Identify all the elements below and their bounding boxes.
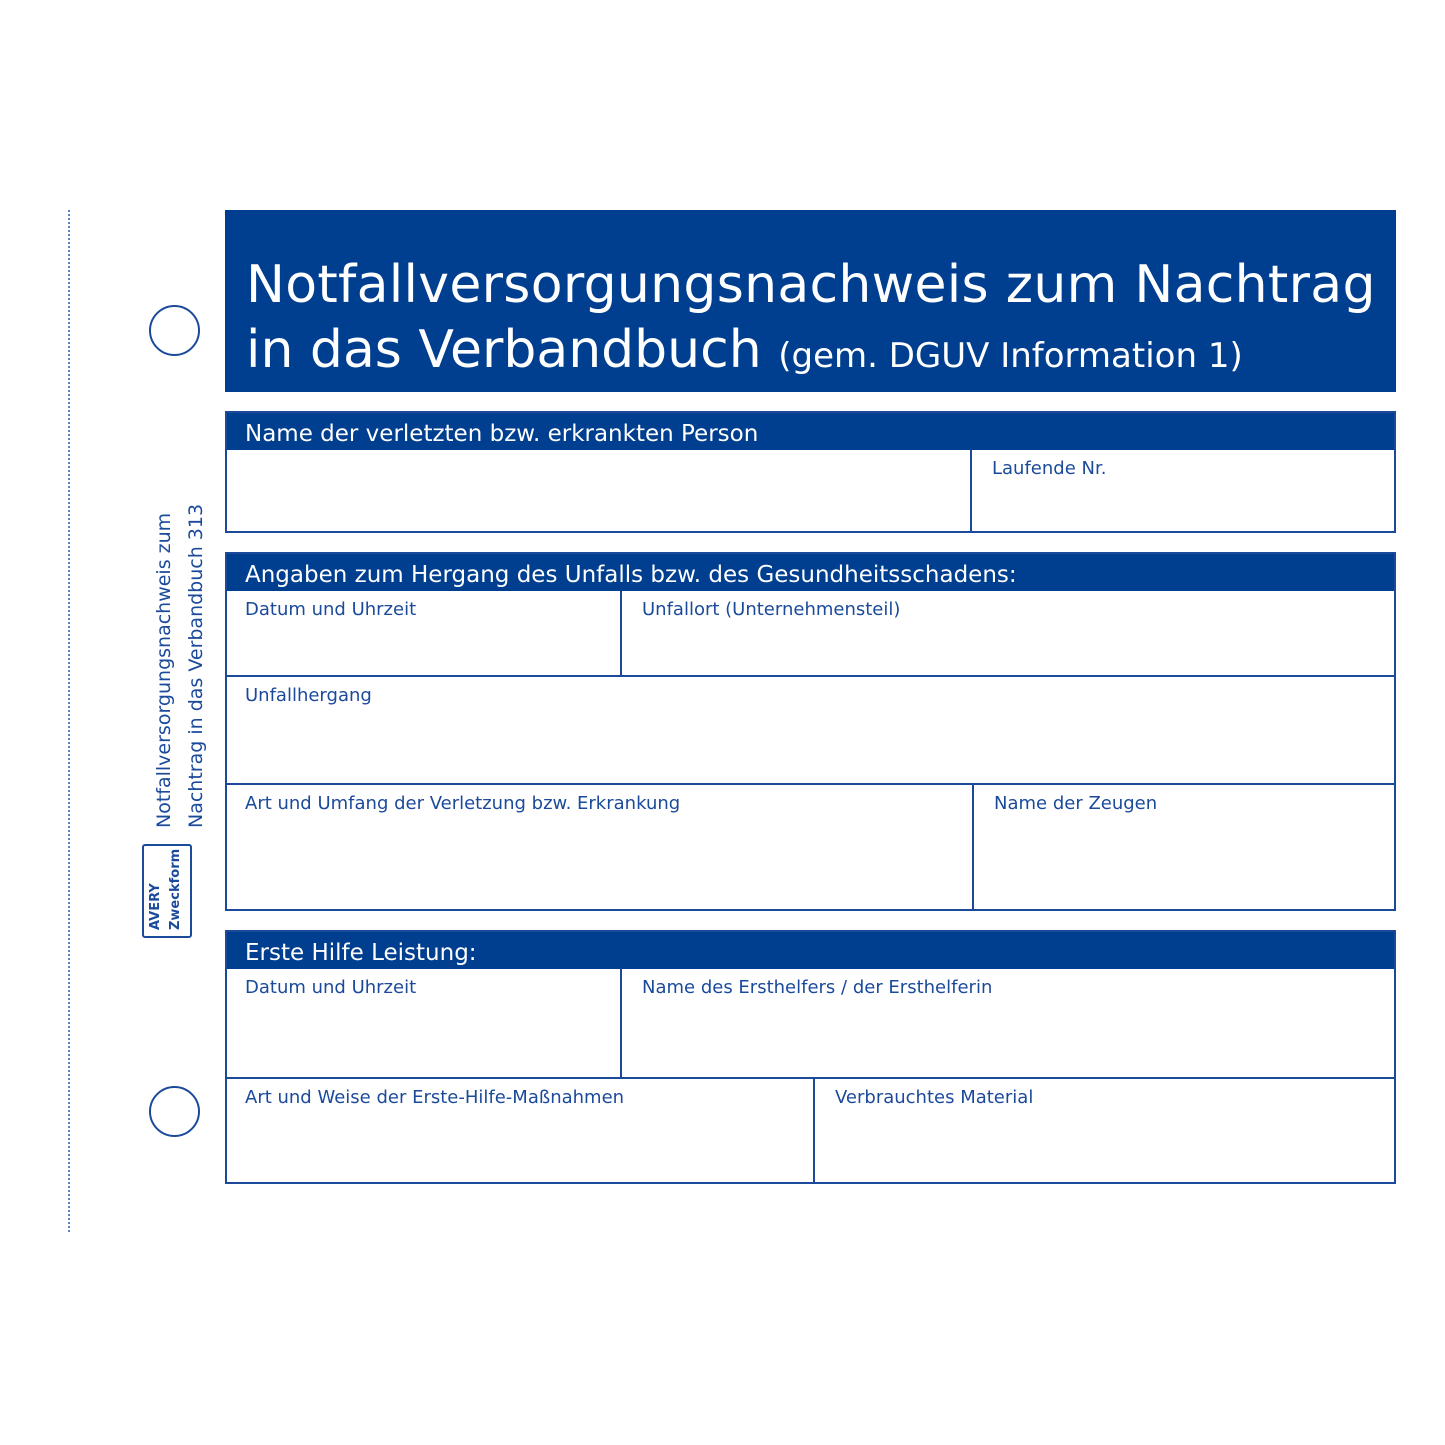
material-used-field[interactable]	[813, 1079, 1394, 1182]
accident-row-3	[227, 783, 1394, 909]
accident-datetime-label: Datum und Uhrzeit	[245, 599, 417, 620]
punch-hole-bottom	[149, 1086, 200, 1137]
form-title-main: in das Verbandbuch	[246, 320, 762, 380]
injury-label: Art und Umfang der Verletzung bzw. Erkrankung	[245, 793, 681, 814]
form-title-line2	[246, 318, 1396, 388]
side-title-line2: Nachtrag in das Verbandbuch 313	[185, 503, 207, 828]
accident-location-field[interactable]	[620, 591, 1394, 675]
accident-datetime-field[interactable]	[227, 591, 620, 675]
accident-row-2	[227, 675, 1394, 783]
witnesses-field[interactable]	[972, 785, 1394, 909]
form-title-line1: Notfallversorgungsnachweis zum Nachtrag	[246, 255, 1376, 315]
perforation-line	[68, 210, 70, 1232]
logo-zweckform: Zweckform	[168, 848, 183, 930]
firstaid-row-1	[227, 969, 1394, 1077]
firstaid-measures-field[interactable]	[227, 1079, 813, 1182]
running-number-field[interactable]	[970, 450, 1394, 531]
person-row	[227, 450, 1394, 531]
accident-row-1	[227, 591, 1394, 675]
material-used-label: Verbrauchtes Material	[835, 1087, 1034, 1108]
witnesses-label: Name der Zeugen	[994, 793, 1158, 814]
firstaid-datetime-field[interactable]	[227, 969, 620, 1077]
section-accident	[225, 552, 1396, 911]
form-title-subtitle: (gem. DGUV Information 1)	[778, 336, 1243, 376]
side-title-line1: Notfallversorgungsnachweis zum	[153, 512, 175, 828]
accident-course-field[interactable]	[227, 677, 1394, 783]
logo-avery: AVERY	[148, 883, 163, 930]
firstaider-name-field[interactable]	[620, 969, 1394, 1077]
firstaid-measures-label: Art und Weise der Erste-Hilfe-Maßnahmen	[245, 1087, 625, 1108]
section-firstaid-title: Erste Hilfe Leistung:	[227, 932, 1394, 969]
side-title	[148, 488, 212, 828]
injury-field[interactable]	[227, 785, 972, 909]
running-number-label: Laufende Nr.	[992, 458, 1107, 479]
firstaid-datetime-label: Datum und Uhrzeit	[245, 977, 417, 998]
firstaider-name-label: Name des Ersthelfers / der Ersthelferin	[642, 977, 993, 998]
accident-course-label: Unfallhergang	[245, 685, 372, 706]
form-header	[225, 210, 1396, 392]
section-person	[225, 411, 1396, 533]
punch-hole-top	[149, 305, 200, 356]
firstaid-row-2	[227, 1077, 1394, 1182]
section-firstaid	[225, 930, 1396, 1184]
brand-logo	[142, 844, 192, 938]
person-name-field[interactable]	[227, 450, 970, 531]
accident-location-label: Unfallort (Unternehmensteil)	[642, 599, 901, 620]
section-accident-title: Angaben zum Hergang des Unfalls bzw. des Gesundheitsschadens:	[227, 554, 1394, 591]
section-person-title: Name der verletzten bzw. erkrankten Person	[227, 413, 1394, 450]
